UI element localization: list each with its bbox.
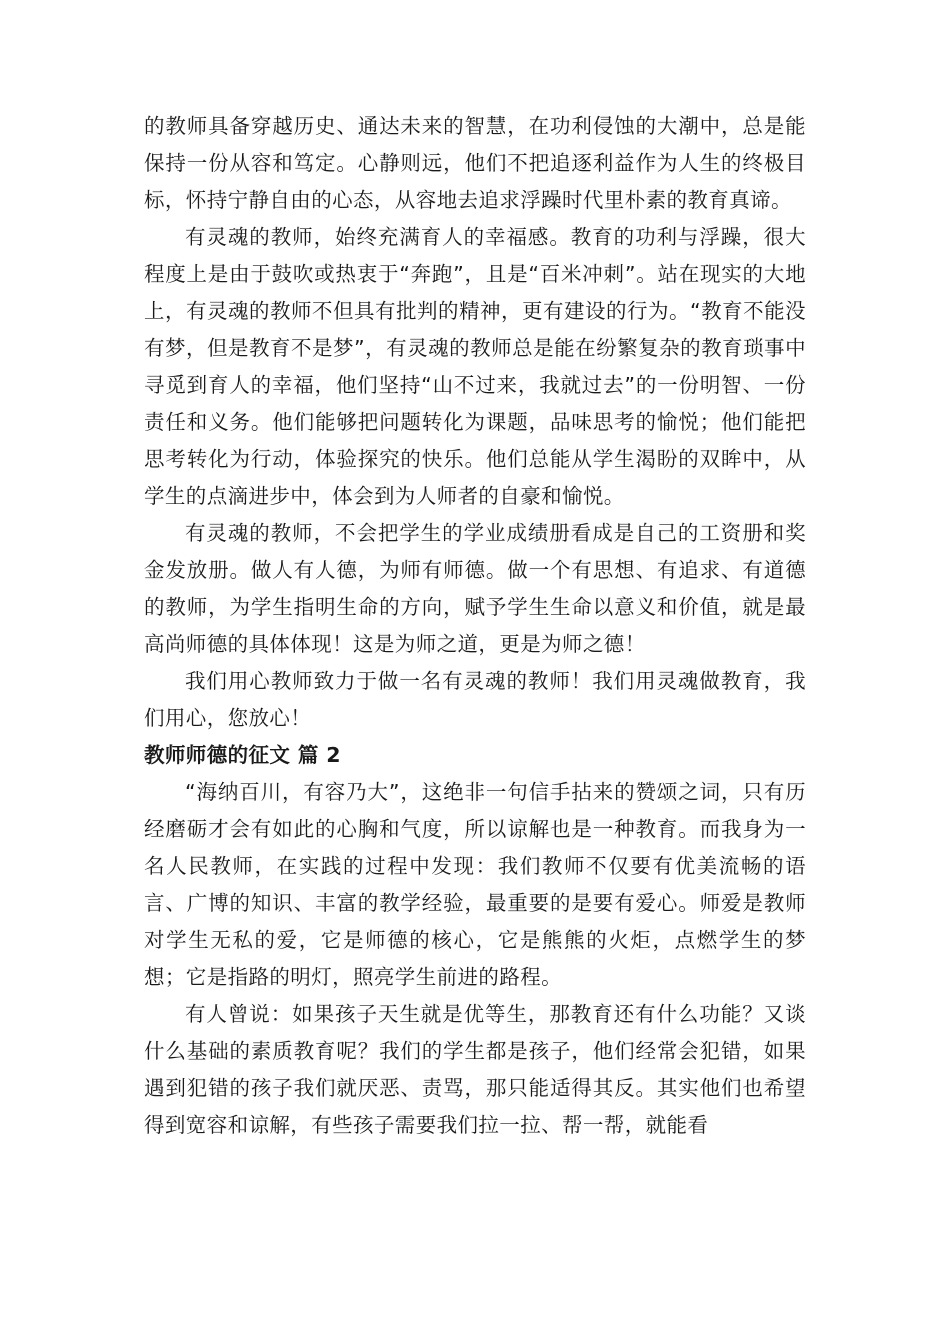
paragraph-happiness: 有灵魂的教师，始终充满育人的幸福感。教育的功利与浮躁，很大程度上是由于鼓吹或热衷于“奔跑”，且是“百米冲刺”。站在现实的大地上，有灵魂的教师不但具有批判的精神，更有建设的行为。“教育不能没有梦，但是教育不是梦”，有灵魂的教师总是能在纷繁复杂的教育琐事中寻觅到育人的幸福，他们坚持“山不过来，我就过去”的一份明智、一份责任和义务。他们能够把问题转化为课题，品味思考的愉悦；他们能把思考转化为行动，体验探究的快乐。他们总能从学生渴盼的双眸中，从学生的点滴进步中，体会到为人师者的自豪和愉悦。: [144, 225, 806, 508]
document-body: [144, 108, 806, 1144]
paragraph-tolerance: “海纳百川，有容乃大”，这绝非一句信手拈来的赞颂之词，只有历经磨砺才会有如此的心胸和气度，所以谅解也是一种教育。而我身为一名人民教师，在实践的过程中发现：我们教师不仅要有优美流畅的语言、广博的知识、丰富的教学经验，最重要的是要有爱心。师爱是教师对学生无私的爱，它是师德的核心，它是熊熊的火炬，点燃学生的梦想；它是指路的明灯，照亮学生前进的路程。: [144, 780, 806, 989]
section-heading: 教师师德的征文 篇 2: [144, 743, 341, 767]
paragraph-forgiveness: 有人曾说：如果孩子天生就是优等生，那教育还有什么功能？又谈什么基础的素质教育呢？我们的学生都是孩子，他们经常会犯错，如果遇到犯错的孩子我们就厌恶、责骂，那只能适得其反。其实他们也希望得到宽容和谅解，有些孩子需要我们拉一拉、帮一帮，就能看: [144, 1002, 806, 1137]
paragraph-commitment: 我们用心教师致力于做一名有灵魂的教师！我们用灵魂做教育，我们用心，您放心！: [144, 669, 806, 730]
paragraph-continued: 的教师具备穿越历史、通达未来的智慧，在功利侵蚀的大潮中，总是能保持一份从容和笃定。心静则远，他们不把追逐利益作为人生的终极目标，怀持宁静自由的心态，从容地去追求浮躁时代里朴素的教育真谛。: [144, 114, 806, 212]
paragraph-ethics: 有灵魂的教师，不会把学生的学业成绩册看成是自己的工资册和奖金发放册。做人有人德，为师有师德。做一个有思想、有追求、有道德的教师，为学生指明生命的方向，赋予学生生命以意义和价值，就是最高尚师德的具体体现！这是为师之道，更是为师之德！: [144, 521, 806, 656]
